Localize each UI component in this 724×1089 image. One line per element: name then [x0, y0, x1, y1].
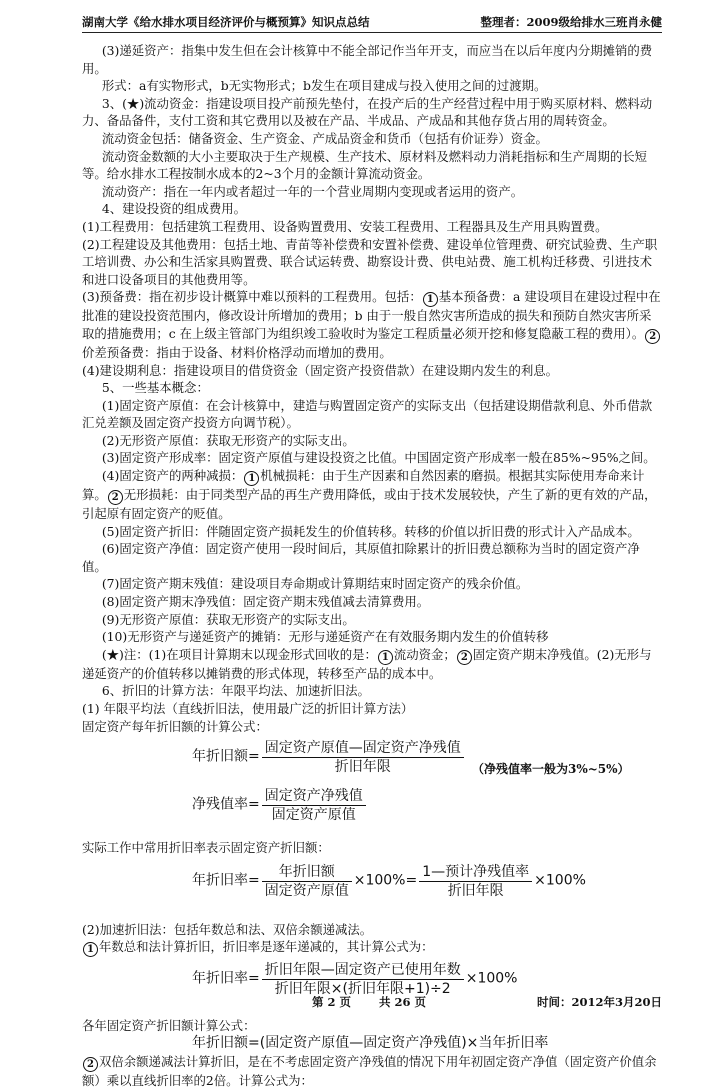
para-deferred-forms: 形式：a有实物形式，b无实物形式；b发生在项目建成与投入使用之间的过渡期。	[101, 78, 547, 94]
para-working-capital-amount: 流动资金数额的大小主要取决于生产规模、生产技术、原材料及燃料动力消耗指标和生产周期的长短等。给水排水工程按制水成本的2~3个月的金额计算流动资金。	[82, 148, 648, 182]
heading-basic-concepts: 5、一些基本概念：	[101, 380, 209, 396]
para-rate-intro: 实际工作中常用折旧率表示固定资产折旧额：	[82, 840, 330, 856]
circled-number-2: 2	[457, 650, 472, 665]
para-contingency: (3)预备费：指在初步设计概算中难以预料的工程费用。包括： 1 基本预备费：a 建设项目在建设过程中在批准的建设投资范围内，修改设计所增加的费用；b 由于一般自然灾害所造成的损失和预防自然灾害所采取的措施费用；c 在上级主管部门为组织竣工验收时为鉴定工程质量必须开挖和修复隐蔽工程的费用）。 2价差预备费：指由于设备、材料价格浮动而增加的费用。	[82, 289, 661, 360]
para-intangible-original-2: (9)无形资产原值：获取无形资产的实际支出。	[101, 611, 355, 627]
circled-number-1: 1	[244, 471, 259, 486]
circled-number-1: 1	[378, 650, 393, 665]
circled-number-2: 2	[83, 1057, 98, 1072]
para-other-costs: (2)工程建设及其他费用：包括土地、青苗等补偿费和安置补偿费、建设单位管理费、研究试验费、生产职工培训费、办公和生活家具购置费、联合试运转费、勘察设计费、供电站费、施工机构迁移费、引进技术和进口设备项目的其他费用等。	[82, 236, 658, 287]
para-depreciation: (5)固定资产折旧：伴随固定资产损耗发生的价值转移。转移的价值以折旧费的形式计入产品成本。	[101, 523, 640, 539]
circled-number-2: 2	[645, 329, 660, 344]
footer-date: 时间：2012年3月20日	[536, 995, 662, 1009]
para-amortization: (10)无形资产与递延资产的摊销：无形与递延资产在有效服务期内发生的价值转移	[101, 629, 549, 645]
para-note: (★)注：(1)在项目计算期末以现金形式回收的是： 1 流动资金； 2 固定资产期末净残值。(2)无形与递延资产的价值转移以摊销费的形式体现，转移至产品的成本中。	[82, 646, 652, 681]
heading-straight-line: (1) 年限平均法（直线折旧法，使用最广泛的折旧计算方法）	[82, 701, 414, 716]
page-header	[82, 14, 662, 33]
para-annual-amount-intro: 各年固定资产折旧额计算公式：	[82, 1018, 256, 1034]
para-accelerated: (2)加速折旧法：包括年数总和法、双倍余额递减法。	[82, 921, 373, 937]
formula-depreciation-rate: 年折旧率= $\frac{\text{年折旧额}}{\text{固定资产原值}}$ ×100%= $\frac{\text{1—预计净残值率}}{\text{折旧年限}}$ ×100%	[192, 863, 586, 899]
para-residual: (7)固定资产期末残值：建设项目寿命期或计算期结束时固定资产的残余价值。	[101, 576, 529, 592]
circled-number-1: 1	[83, 942, 98, 957]
para-sum-of-years: 1 年数总和法计算折旧，折旧率是逐年递减的，其计算公式为：	[82, 938, 662, 957]
para-deferred-assets: (3)递延资产：指集中发生但在会计核算中不能全部记作当年开支，而应当在以后年度内分期摊销的费用。	[82, 43, 653, 76]
para-annual-formula-intro: 固定资产每年折旧额的计算公式：	[82, 718, 268, 734]
para-net-residual: (8)固定资产期末净残值：固定资产期末残值减去清算费用。	[101, 594, 430, 610]
formula-annual-depreciation: 年折旧额= $\frac{\text{固定资产原值—固定资产净残值}}{\text{折旧年限}}$	[192, 739, 662, 787]
para-working-capital: 3、(★)流动资金：指建设项目投产前预先垫付，在投产后的生产经营过程中用于购买原材料、燃料动力、备品备件，支付工资和其它费用以及被在产品、半成品、产成品和其他存货占用的周转资金。	[82, 95, 653, 129]
page-number: 第 2 页 共 26 页	[312, 995, 427, 1009]
residual-rate-note: （净残值率一般为3%~5%）	[472, 762, 630, 777]
para-fixed-asset-original: (1)固定资产原值：在会计核算中，建造与购置固定资产的实际支出（包括建设期借款利息、外币借款汇兑差额及固定资产投资方向调节税）。	[82, 397, 653, 431]
para-intangible-original: (2)无形资产原值：获取无形资产的实际支出。	[101, 432, 355, 448]
para-working-capital-includes: 流动资金包括：储备资金、生产资金、产成品资金和货币（包括有价证券）资金。	[101, 130, 548, 146]
para-formation-rate: (3)固定资产形成率：固定资产原值与建设投资之比值。中国固定资产形成率一般在85%~95%之间。	[101, 450, 656, 466]
para-double-declining: 2 双倍余额递减法计算折旧，是在不考虑固定资产净残值的情况下用年初固定资产净值（固定资产价值余额）乘以直线折旧率的2倍。计算公式为：	[82, 1053, 657, 1088]
formula-residual-rate: 净残值率= $\frac{\text{固定资产净残值}}{\text{固定资产原值}}$ （净残值率一般为3%~5%）	[192, 762, 630, 824]
formula-sum-of-years: 年折旧率= $\frac{\text{折旧年限—固定资产已使用年数}}{\text{折旧年限×(折旧年限+1)÷2}}$ ×100%	[192, 962, 518, 998]
page-body	[82, 42, 662, 1089]
para-net-value: (6)固定资产净值：固定资产使用一段时间后，其原值扣除累计的折旧费总额称为当时的固定资产净值。	[82, 541, 640, 574]
para-engineering-costs: (1)工程费用：包括建筑工程费用、设备购置费用、安装工程费用、工程器具及生产用具购置费。	[82, 218, 608, 234]
circled-number-1: 1	[423, 292, 438, 307]
heading-depreciation-methods: 6、折旧的计算方法：年限平均法、加速折旧法。	[101, 683, 370, 699]
formula-annual-amount: 年折旧额=(固定资产原值—固定资产净残值)×当年折旧率	[192, 1034, 549, 1051]
page-total: 共 26 页	[379, 995, 427, 1009]
header-author: 整理者：2009级给排水三班肖永健	[480, 15, 662, 29]
circled-number-2: 2	[108, 490, 123, 505]
heading-investment-costs: 4、建设投资的组成费用。	[101, 201, 247, 217]
para-two-losses: (4)固定资产的两种减损： 1 机械损耗：由于生产因素和自然因素的磨损。根据其实际使用寿命来计算。 2 无形损耗：由于同类型产品的再生产费用降低，或由于技术发展较快，产生了新的更有效的产品，引起原有固定资产的贬值。	[82, 468, 657, 522]
para-interest: (4)建设期利息：指建设项目的借贷资金（固定资产投资借款）在建设期内发生的利息。	[82, 362, 559, 378]
page-footer	[82, 994, 662, 1012]
header-title: 湖南大学《给水排水项目经济评价与概预算》知识点总结	[82, 15, 370, 29]
para-current-assets: 流动资产：指在一年内或者超过一年的一个营业周期内变现或者运用的资产。	[101, 183, 524, 199]
